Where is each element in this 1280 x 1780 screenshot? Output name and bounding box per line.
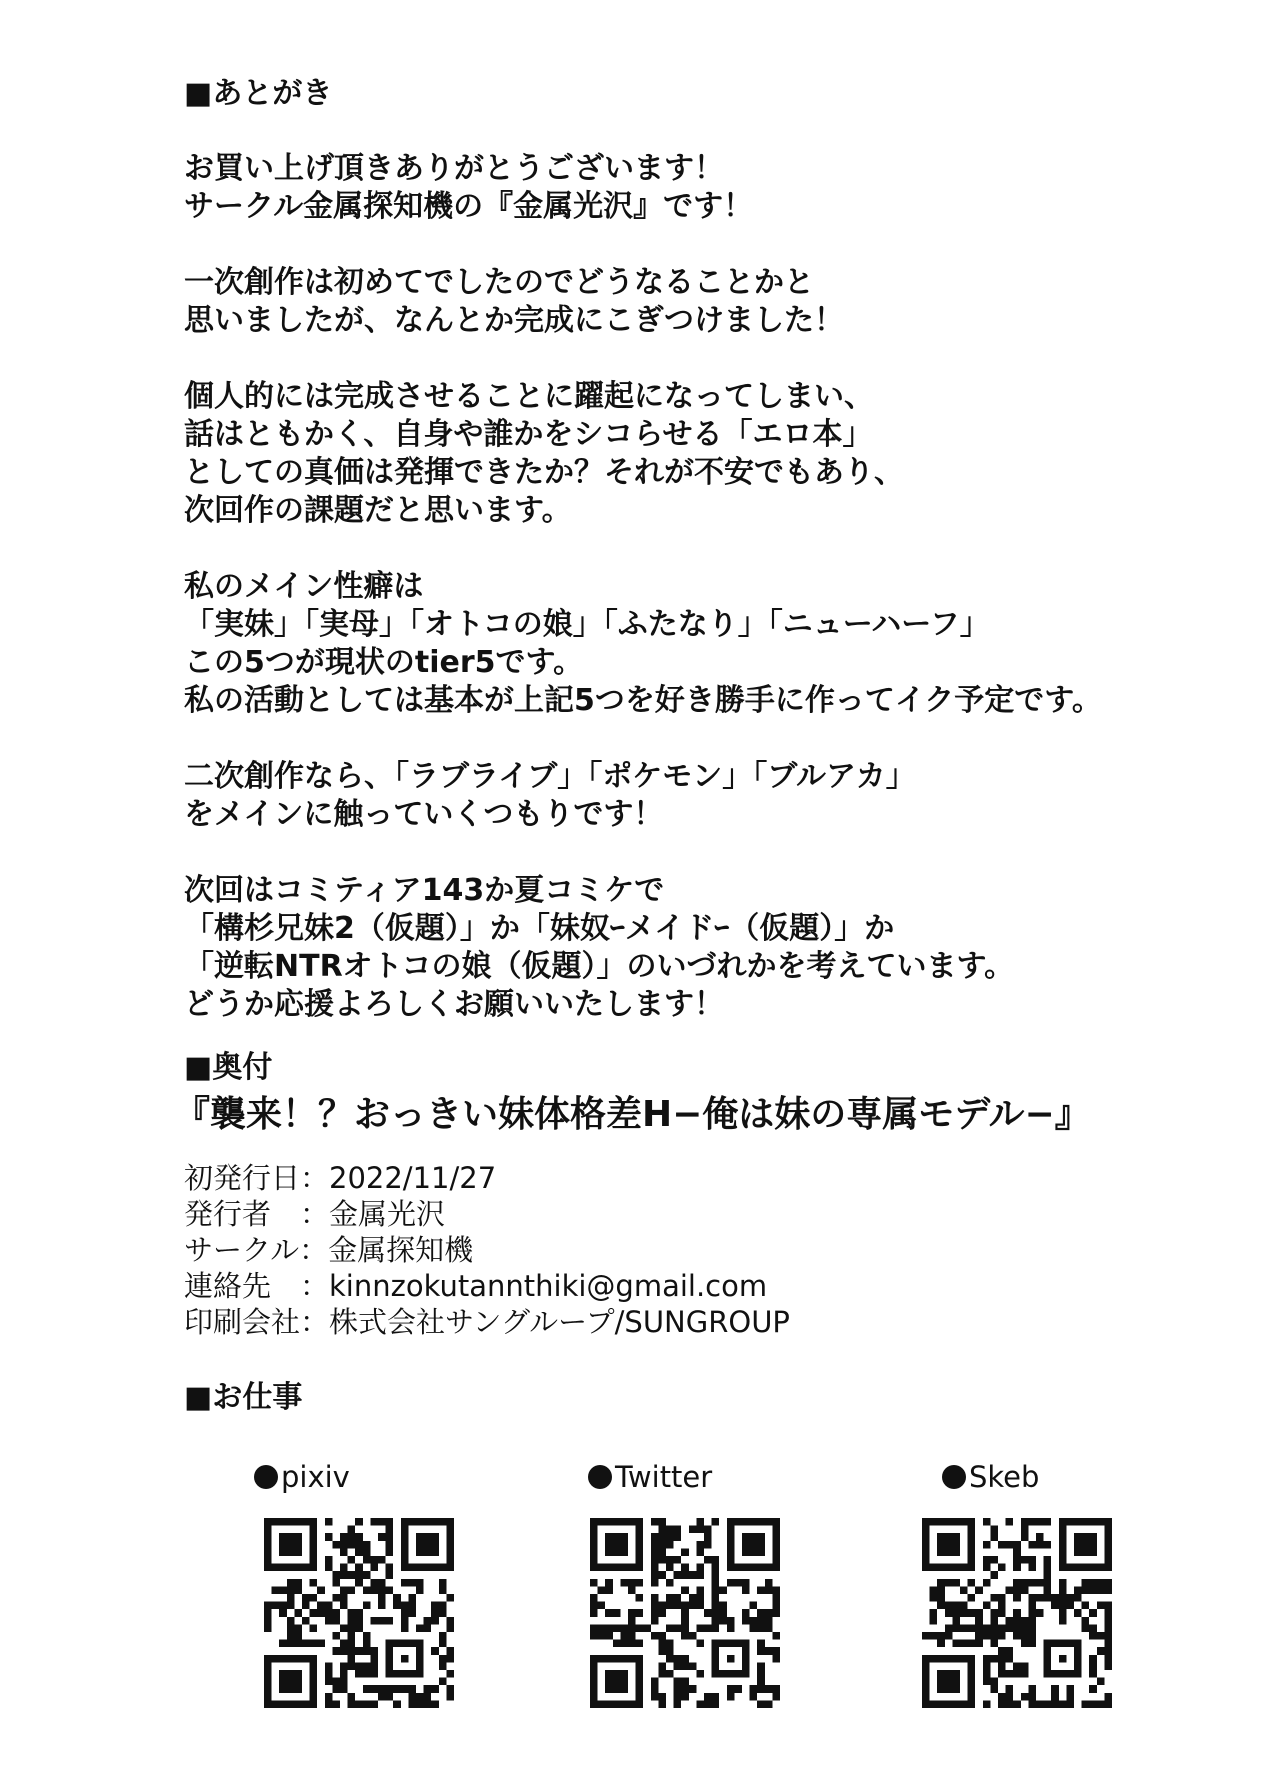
bullet-icon [588,1465,612,1489]
text-line: 次回はコミティア143か夏コミケで [184,873,665,908]
text-line: 「実妹」「実母」「オトコの娘」「ふたなり」「ニューハーフ」 [184,607,990,642]
link-label: Twitter [615,1460,713,1494]
afterword-section [184,76,1244,1062]
qr-code-icon[interactable] [264,1518,454,1708]
twitter-label [588,1460,788,1494]
text-line: 一次創作は初めてでしたのでどうなることかと [184,265,814,300]
work-section [184,1380,1244,1454]
text-line: 「逆転NTRオトコの娘（仮題）」のいづれかを考えています。 [184,949,1015,984]
text-line: 話はともかく、自身や誰かをシコらせる「エロ本」 [184,417,873,452]
contact-email[interactable]: 連絡先 ：kinnzokutannthiki@gmail.com [184,1269,768,1303]
text-line: サークル金属探知機の『金属光沢』です！ [184,189,754,224]
link-label: pixiv [281,1460,350,1494]
afterword-paragraph [184,872,1244,1024]
book-title: 『襲来！？おっきい妹体格差H−俺は妹の専属モデル−』 [174,1094,1091,1135]
text-line: 「構杉兄妹2（仮題）」か「妹奴ｰメイドｰ（仮題）」か [184,911,895,946]
pixiv-label [254,1460,454,1494]
publisher: 発行者 ：金属光沢 [184,1197,446,1231]
text-line: をメインに触っていくつもりです！ [184,797,664,832]
afterword-heading: ■あとがき [184,76,333,111]
circle-name: サークル：金属探知機 [184,1233,474,1267]
text-line: 次回作の課題だと思います。 [184,493,572,528]
afterword-paragraph [184,150,1244,226]
text-line: 思いましたが、なんとか完成にこぎつけました！ [184,303,844,338]
pixiv-link[interactable] [254,1460,454,1494]
work-heading: ■お仕事 [184,1380,303,1415]
text-line: お買い上げ頂きありがとうございます！ [184,151,724,186]
text-line: この5つが現状のtier5です。 [184,645,584,680]
publication-date: 初発行日：2022/11/27 [184,1161,497,1195]
afterword-paragraph [184,758,1244,834]
skeb-link[interactable] [942,1460,1142,1494]
printing-company: 印刷会社：株式会社サングループ/SUNGROUP [184,1305,790,1339]
twitter-link[interactable] [588,1460,788,1494]
bullet-icon [254,1465,278,1489]
text-line: どうか応援よろしくお願いいたします！ [184,987,724,1022]
bullet-icon [942,1465,966,1489]
text-line: 個人的には完成させることに躍起になってしまい、 [184,379,874,414]
skeb-label [942,1460,1142,1494]
afterword-paragraph [184,378,1244,530]
afterword-paragraph [184,264,1244,340]
colophon-section [174,1050,1244,1340]
link-label: Skeb [969,1460,1040,1494]
text-line: としての真価は発揮できたか？それが不安でもあり、 [184,455,904,490]
qr-code-icon[interactable] [922,1518,1112,1708]
colophon-heading: ■奥付 [184,1050,273,1085]
text-line: 私のメイン性癖は [184,569,424,604]
text-line: 二次創作なら、「ラブライブ」「ポケモン」「ブルアカ」 [184,759,916,794]
text-line: 私の活動としては基本が上記5つを好き勝手に作ってイク予定です。 [184,683,1102,718]
afterword-paragraph [184,568,1244,720]
qr-code-icon[interactable] [590,1518,780,1708]
